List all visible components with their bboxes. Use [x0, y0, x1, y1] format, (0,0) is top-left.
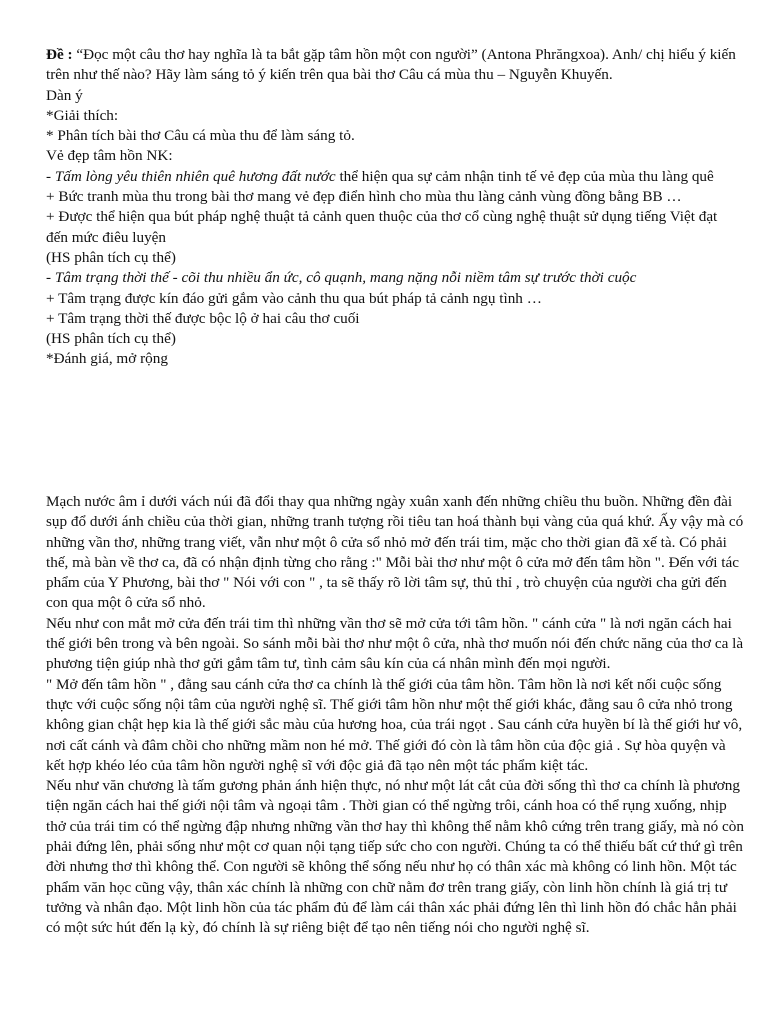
outline-explain: *Giải thích:: [46, 106, 119, 124]
outline-hs-note-2: (HS phân tích cụ thể): [46, 330, 176, 348]
outline-beauty: Vẻ đẹp tâm hồn NK:: [46, 147, 173, 165]
outline-analysis: * Phân tích bài thơ Câu cá mùa thu để làm sáng tỏ.: [46, 127, 355, 145]
essay-outline: [46, 45, 736, 370]
prompt-line: [46, 45, 736, 86]
essay-paragraph: Mạch nước âm ỉ dưới vách núi đã đổi thay qua những ngày xuân xanh đến những chiều thu buồn. Những đền đài sụp đổ dưới ánh chiều của thời gian, những tranh tượng rồi tiêu tan hoá thành bụi vàng của quá khứ. Ấy vậy mà có những vần thơ, những trang viết, vẫn như một ô cửa sổ nhỏ mở đến trái tim, mặc cho thời gian đã xế tà. Có phải thế, mà bàn về thơ ca, đã có nhận định từng cho rằng :" Mỗi bài thơ như một ô cửa mở đến tâm hồn ". Đến với tác phẩm của Y Phương, bài thơ " Nói với con " , ta sẽ thấy rõ lời tâm sự, thủ thỉ , trò chuyện của người cha gửi đến con qua một ô cửa sổ nhỏ.: [46, 493, 744, 612]
prompt-label: Đề :: [46, 46, 77, 63]
outline-sub-final: + Tâm trạng thời thế được bộc lộ ở hai câu thơ cuối: [46, 309, 360, 327]
essay-paragraph: Nếu như văn chương là tấm gương phản ánh hiện thực, nó như một lát cắt của đời sống thì thơ ca chính là phương tiện ngăn cách hai thế giới nội tâm và ngoại tâm . Thời gian có thể ngừng trôi, cánh hoa có thể rụng xuống, nhịp thở của trái tim có thể ngừng đập nhưng những vần thơ hay thì không thể nằm khô cứng trên trang giấy, mà nó còn phải đứng lên, phải sống như một cơ quan nội tạng tiếp sức cho con người. Chúng ta có thể thiếu bất cứ thứ gì trên đời nhưng thơ thì không thể. Con người sẽ không thể sống nếu như họ có thân xác mà không có linh hồn. Một tác phẩm văn học cũng vậy, thân xác chính là những con chữ nằm đơ trên trang giấy, còn linh hồn chính là giá trị tư tưởng và nhân đạo. Một linh hồn của tác phẩm đủ để làm cái thân xác phải đứng lên thì linh hồn đó chắc hẳn phải có một sức hút đến lạ kỳ, đó chính là sự riêng biệt để tạo nên tiếng nói cho người nghệ sĩ.: [46, 777, 744, 937]
point-love-italic: - Tấm lòng yêu thiên nhiên quê hương đất nước: [46, 167, 336, 185]
outline-point-mood: - Tâm trạng thời thế - cõi thu nhiều ẩn ức, cô quạnh, mang nặng nỗi niềm tâm sự trước thời cuộc: [46, 269, 637, 287]
essay-paragraph: " Mở đến tâm hồn " , đằng sau cánh cửa thơ ca chính là thế giới của tâm hồn. Tâm hồn là nơi kết nối cuộc sống thực với cuộc sống nội tâm của người nghệ sĩ. Thế giới tâm hồn như một thế giới khác, đằng sau ô cửa nhỏ trong không gian chật hẹp kia là thế giới sắc màu của hương hoa, của trái ngọt . Sau cánh cửa huyền bí là thế giới hư vô, nơi cất cánh và đâm chồi cho những mầm non hé mở. Thế giới đó còn là tâm hồn của độc giả . Sự hòa quyện và kết hợp khéo léo của tâm hồn người nghệ sĩ với độc giả đã tạo nên một tác phẩm kiệt tác.: [46, 675, 743, 774]
outline-point-love: [46, 167, 736, 187]
outline-sub-technique: + Được thể hiện qua bút pháp nghệ thuật tả cảnh quen thuộc của thơ cổ cùng nghệ thuật sử dụng tiếng Việt đạt đến mức điêu luyện: [46, 208, 718, 246]
outline-sub-painting: + Bức tranh mùa thu trong bài thơ mang vẻ đẹp điển hình cho mùa thu làng cảnh vùng đồng bằng BB …: [46, 188, 682, 206]
prompt-text: “Đọc một câu thơ hay nghĩa là ta bắt gặp tâm hồn một con người” (Antona Phrăngxoa). Anh/ chị hiểu ý kiến trên như thế nào? Hãy làm sáng tỏ ý kiến trên qua bài thơ Câu cá mùa thu – Nguyễn Khuyến.: [46, 46, 736, 84]
outline-evaluate: *Đánh giá, mở rộng: [46, 350, 168, 368]
outline-heading: Dàn ý: [46, 86, 83, 104]
essay-paragraph: Nếu như con mắt mở cửa đến trái tim thì những vần thơ sẽ mở cửa tới tâm hồn. " cánh cửa " là nơi ngăn cách hai thế giới bên trong và bên ngoài. So sánh mỗi bài thơ như một ô cửa, nhà thơ muốn nói đến chức năng của thơ ca là phương tiện giúp nhà thơ gửi gắm tâm tư, tình cảm sâu kín của cá nhân mình đến mọi người.: [46, 614, 744, 673]
outline-sub-mood: + Tâm trạng được kín đáo gửi gắm vào cảnh thu qua bút pháp tả cảnh ngụ tình …: [46, 289, 542, 307]
essay-body: [46, 492, 746, 939]
outline-hs-note: (HS phân tích cụ thể): [46, 248, 176, 266]
point-love-rest: thể hiện qua sự cảm nhận tinh tế vẻ đẹp của mùa thu làng quê: [335, 167, 714, 185]
